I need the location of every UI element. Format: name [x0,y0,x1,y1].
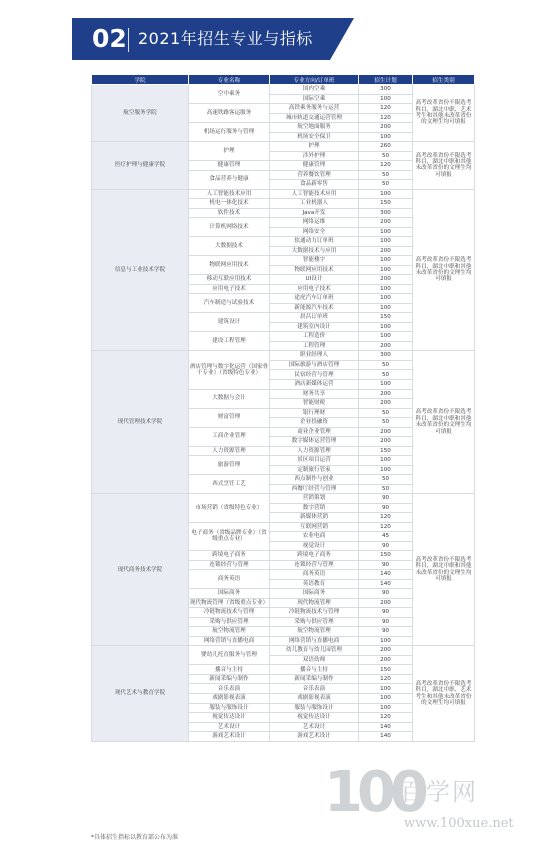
quota-cell: 300 [359,351,413,361]
direction-cell: 网络营销与直播电商 [270,636,359,646]
quota-cell: 150 [359,446,413,456]
major-cell: 国际商务 [189,589,270,599]
direction-cell: 视觉设计 [270,541,359,551]
quota-cell: 120 [359,674,413,684]
direction-cell: 人工智能技术应用 [270,189,359,199]
major-cell: 应用电子技术 [189,284,270,294]
direction-cell: 高铁乘务服务与运营 [270,104,359,114]
quota-cell: 100 [359,322,413,332]
major-cell: 连锁经营与管理 [189,560,270,570]
direction-cell: 物联网应用技术 [270,265,359,275]
direction-cell: 幼儿教育与幼儿园管理 [270,646,359,656]
quota-cell: 50 [359,418,413,428]
quota-cell: 200 [359,655,413,665]
direction-cell: 商业企业管理 [270,427,359,437]
direction-cell: 晨昌订单班 [270,313,359,323]
direction-cell: 途虎汽车订单班 [270,294,359,304]
college-cell: 现代商务技术学院 [92,494,189,646]
category-cell: 高考改革省份不限选考科目，湖北中职和其他未改革省份的文理生均可填报 [413,494,475,646]
major-cell: 财富管理 [189,408,270,427]
quota-cell: 200 [359,389,413,399]
direction-cell: 新媒体营销 [270,513,359,523]
direction-cell: 机场安全保卫 [270,132,359,142]
major-cell: 人力资源管理 [189,446,270,456]
quota-cell: 100 [359,94,413,104]
quota-cell: 120 [359,161,413,171]
quota-cell: 200 [359,341,413,351]
direction-cell: 音乐表演 [270,684,359,694]
direction-cell: 网络安全 [270,227,359,237]
quota-cell: 200 [359,399,413,409]
enrollment-table [91,74,475,742]
quota-cell: 50 [359,151,413,161]
quota-cell: 200 [359,275,413,285]
quota-cell: 300 [359,208,413,218]
quota-cell: 100 [359,227,413,237]
direction-cell: 跨境电子商务 [270,551,359,561]
major-cell: 现代物流管理（省级重点专业） [189,599,269,606]
major-cell: 戏剧影视表演 [189,694,270,704]
major-cell: 护理 [189,142,270,161]
header-divider [128,28,129,52]
quota-cell: 90 [359,494,413,504]
header-banner-tip [330,18,354,60]
quota-cell: 150 [359,551,413,561]
major-cell: 服装与服饰设计 [189,703,270,713]
major-cell: 跨境电子商务 [189,551,270,561]
major-cell: 视觉传达设计 [189,713,270,723]
col-header-college: 学院 [92,75,189,85]
direction-cell: 双语幼师 [270,655,359,665]
major-cell: 商务英语 [189,570,270,589]
major-cell: 新闻采编与制作 [189,674,270,684]
college-cell: 现代管理技术学院 [92,351,189,494]
major-cell: 大数据技术 [189,237,270,256]
category-cell: 高考改革省份不限选考科目，湖北中职、艺术考生和其他未改革省份的文理生均可填报 [413,646,475,741]
direction-cell: 新能源汽车技术 [270,303,359,313]
quota-cell: 100 [359,132,413,142]
major-cell: 物联网应用技术 [189,256,270,275]
direction-cell: 商务英语 [270,570,359,580]
quota-cell: 200 [359,246,413,256]
quota-cell: 100 [359,284,413,294]
direction-cell: 大数据技术与应用 [270,246,359,256]
direction-cell: 民宿经营与管理 [270,370,359,380]
major-cell: 汽车制造与试验技术 [189,294,270,313]
major-cell: 酒店管理与数字化运营（国家骨干专业）（省级特色专业） [189,351,270,389]
quota-cell: 100 [359,303,413,313]
direction-cell: 航空物流管理 [270,627,359,637]
quota-cell: 200 [359,218,413,228]
category-cell: 高考改革省份不限选考科目，湖北中职、艺术考生和其他未改革省份的文理生均可填报 [413,85,475,142]
watermark-url: www.100xue.net [404,816,514,831]
direction-cell: 新闻采编与制作 [270,674,359,684]
quota-cell: 120 [359,713,413,723]
direction-cell: 涉外护理 [270,151,359,161]
quota-cell: 260 [359,142,413,152]
major-cell: 机场运行服务与管理 [189,123,270,142]
col-header-quota: 招生计划 [359,75,413,85]
category-cell: 高考改革省份不限选考科目，湖北中职和其他未改革省份的文理生均可填报 [413,351,475,494]
direction-cell: 人力资源管理 [270,446,359,456]
quota-cell: 100 [359,636,413,646]
quota-cell: 90 [359,560,413,570]
direction-cell: 英语教育 [270,579,359,589]
quota-cell: 140 [359,722,413,732]
major-cell: 艺术设计 [189,722,270,732]
quota-cell: 200 [359,427,413,437]
major-cell: 音乐表演 [189,684,270,694]
page-title: 2021年招生专业与指标 [138,29,313,48]
quota-cell: 100 [359,379,413,389]
direction-cell: 服装与服饰设计 [270,703,359,713]
direction-cell: 冷链物流技术与管理 [270,608,359,618]
col-header-direction: 专业方向/订单班 [270,75,359,85]
direction-cell: 营养餐饮管理 [270,170,359,180]
quota-cell: 140 [359,732,413,742]
major-cell: 工商企业管理 [189,427,270,446]
quota-cell: 90 [359,617,413,627]
quota-cell: 140 [359,579,413,589]
college-cell: 信息与工业技术学院 [92,189,189,351]
direction-cell: 国际商务 [270,589,359,599]
quota-cell: 120 [359,513,413,523]
college-cell: 现代艺术与教育学院 [92,646,189,741]
quota-cell: 150 [359,313,413,323]
quota-cell: 50 [359,370,413,380]
direction-cell: 酒店新媒体运营 [270,379,359,389]
direction-cell: 数字媒体运营管理 [270,437,359,447]
quota-cell: 200 [359,598,413,608]
direction-cell: 连锁经营与管理 [270,560,359,570]
quota-cell: 100 [359,294,413,304]
direction-cell: 网络运维 [270,218,359,228]
quota-cell: 90 [359,627,413,637]
direction-cell: 戏剧影视表演 [270,694,359,704]
direction-cell: 职业经理人 [270,351,359,361]
major-cell: 食品营养与健康 [189,170,270,189]
col-header-category: 招生类别 [413,75,475,85]
direction-cell: 企业投融资 [270,418,359,428]
major-cell: 网络营销与直播电商 [189,636,270,646]
direction-cell: 西餐厅经营与管理 [270,484,359,494]
quota-cell: 50 [359,475,413,485]
direction-cell: 软通动力订单班 [270,237,359,247]
quota-cell: 100 [359,265,413,275]
quota-cell: 100 [359,703,413,713]
college-cell: 医疗护理与健康学院 [92,142,189,190]
table-row [92,351,475,361]
direction-cell: 建筑室内设计 [270,322,359,332]
col-header-major: 专业名称 [189,75,270,85]
direction-cell: 西点制作与创业 [270,475,359,485]
quota-cell: 100 [359,465,413,475]
direction-cell: 应用电子技术 [270,284,359,294]
direction-cell: Java开发 [270,208,359,218]
watermark-logo: 100 [324,760,423,825]
category-cell: 高考改革省份不限选考科目，湖北中职和其他未改革省份的文理生均可填报 [413,189,475,351]
quota-cell: 120 [359,104,413,114]
quota-cell: 300 [359,85,413,95]
major-cell: 高速铁路客运服务 [189,104,270,123]
direction-cell: UI设计 [270,275,359,285]
major-cell: 航空物流管理 [189,627,270,637]
major-cell: 大数据与会计 [189,389,270,408]
direction-cell: 工业机器人 [270,199,359,209]
quota-cell: 45 [359,532,413,542]
quota-cell: 100 [359,189,413,199]
major-cell: 空中乘务 [189,85,270,104]
quota-cell: 120 [359,113,413,123]
direction-cell: 智能财税 [270,399,359,409]
major-cell: 婴幼儿托育服务与管理 [189,646,270,665]
direction-cell: 国内空乘 [270,85,359,95]
direction-cell: 景区项目运营 [270,456,359,466]
direction-cell: 定制旅行管家 [270,465,359,475]
direction-cell: 视觉传达设计 [270,713,359,723]
section-number: 02 [92,24,127,53]
quota-cell: 100 [359,237,413,247]
major-cell: 旅游管理 [189,456,270,475]
quota-cell: 100 [359,256,413,266]
quota-cell: 100 [359,332,413,342]
direction-cell: 游戏艺术设计 [270,732,359,742]
major-cell: 市场营销（省级特色专业） [189,494,270,523]
quota-cell: 50 [359,180,413,190]
quota-cell: 200 [359,123,413,133]
major-cell: 电子商务（省级品牌专业）（省级重点专业） [189,522,270,551]
quota-cell: 150 [359,199,413,209]
quota-cell: 200 [359,437,413,447]
direction-cell: 播音与主持 [270,665,359,675]
quota-cell: 90 [359,541,413,551]
watermark-site-name: 百学网 [400,778,478,806]
direction-cell: 银行理财 [270,408,359,418]
table-header-row [92,75,475,85]
footnote: *具体招生指标以教育部公布为准 [91,834,179,841]
quota-cell: 120 [359,522,413,532]
table-row [92,494,475,504]
major-cell: 采购与供应管理 [189,617,270,627]
quota-cell: 50 [359,408,413,418]
watermark [318,760,518,840]
direction-cell: 互联网营销 [270,522,359,532]
table-row [92,646,475,656]
major-cell: 人工智能技术应用 [189,189,270,199]
direction-cell: 国际空乘 [270,94,359,104]
major-cell: 西式烹饪工艺 [189,475,270,494]
quota-cell: 90 [359,503,413,513]
quota-cell: 200 [359,646,413,656]
direction-cell: 农业电商 [270,532,359,542]
major-cell: 建筑设计 [189,313,270,332]
direction-cell: 工程管理 [270,341,359,351]
direction-cell: 国际旅游与酒店管理 [270,360,359,370]
quota-cell: 90 [359,608,413,618]
table-row [92,142,475,152]
major-cell: 游戏艺术设计 [189,732,270,742]
table-row [92,85,475,95]
direction-cell: 数字营销 [270,503,359,513]
category-cell: 高考改革省份不限选考科目，湖北中职和其他未改革省份的文理生均可填报 [413,142,475,190]
quota-cell: 50 [359,360,413,370]
direction-cell: 财务共享 [270,389,359,399]
quota-cell: 50 [359,170,413,180]
direction-cell: 护理 [270,142,359,152]
quota-cell: 100 [359,684,413,694]
direction-cell: 智能楼宇 [270,256,359,266]
major-cell: 播音与主持 [189,665,270,675]
direction-cell: 健康管理 [270,161,359,171]
quota-cell: 140 [359,570,413,580]
table-row [92,189,475,199]
direction-cell: 城市轨道交通运营管理 [270,113,359,123]
quota-cell: 50 [359,484,413,494]
direction-cell: 食品新零售 [270,180,359,190]
direction-cell: 采购与供应管理 [270,617,359,627]
major-cell: 计算机网络技术 [189,218,270,237]
major-cell: 机电一体化技术 [189,199,270,209]
major-cell: 软件技术 [189,208,270,218]
major-cell: 冷链物流技术与管理 [189,608,270,618]
direction-cell: 艺术设计 [270,722,359,732]
quota-cell: 90 [359,589,413,599]
major-cell: 健康管理 [189,161,270,171]
direction-cell: 航空地面服务 [270,123,359,133]
direction-cell: 现代物流管理 [270,598,359,608]
direction-cell: 工程造价 [270,332,359,342]
quota-cell: 100 [359,694,413,704]
direction-cell: 营销策划 [270,494,359,504]
table-body [92,85,475,742]
major-cell: 移动互联应用技术 [189,275,270,285]
college-cell: 航空服务学院 [92,85,189,142]
quota-cell: 150 [359,665,413,675]
major-cell: 建设工程管理 [189,332,270,351]
quota-cell: 100 [359,456,413,466]
